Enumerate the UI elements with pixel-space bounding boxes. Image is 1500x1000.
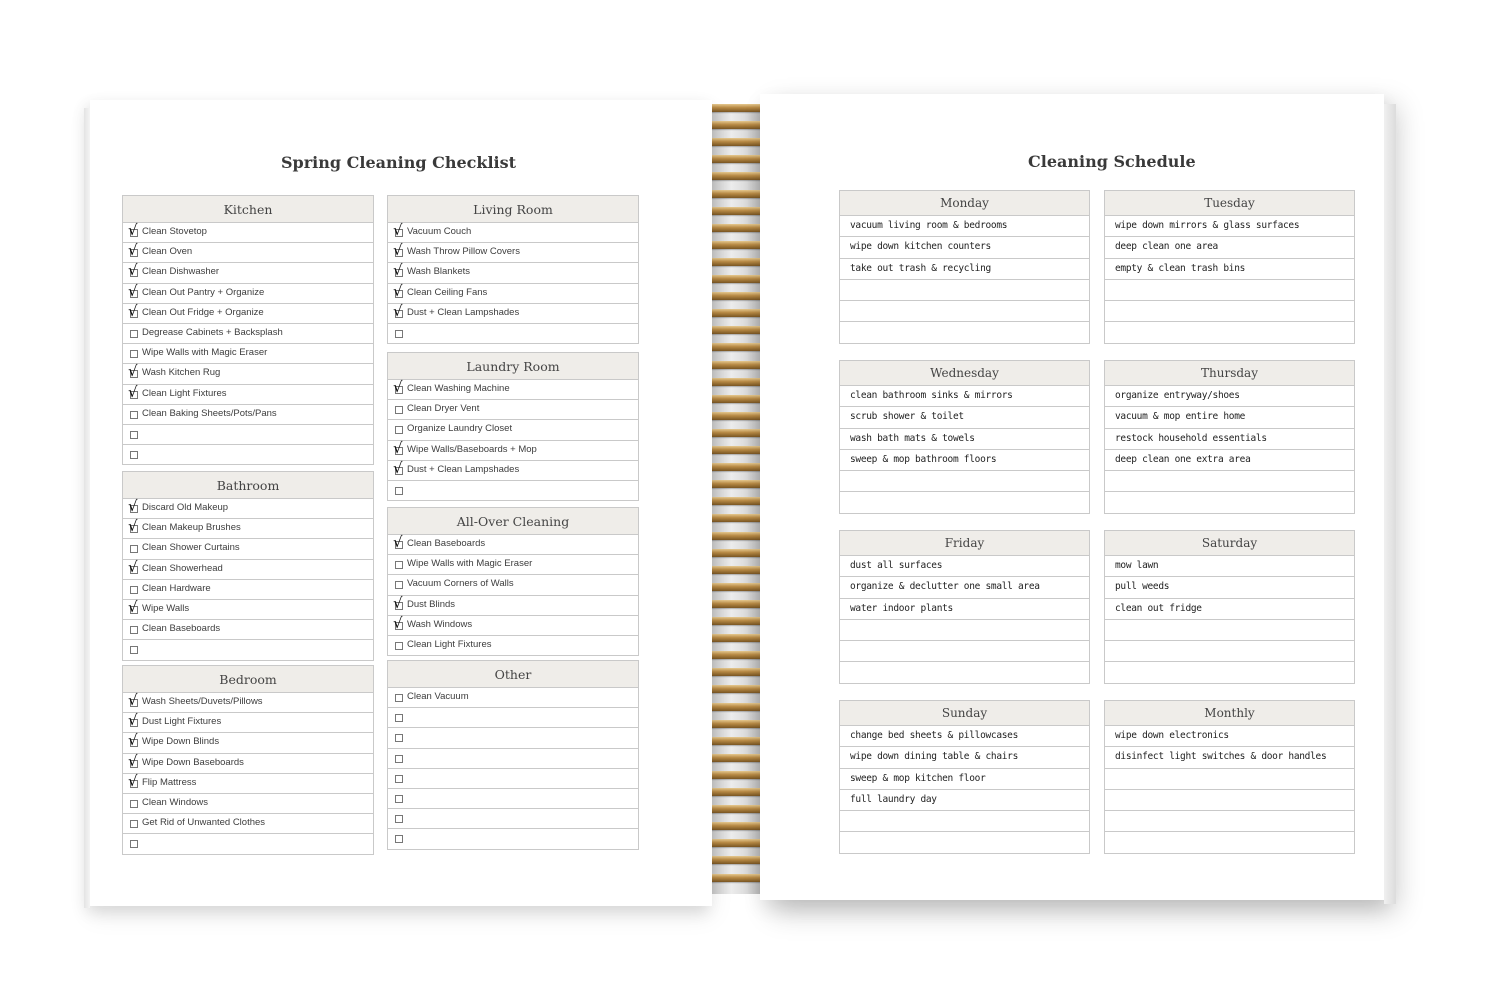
checkbox[interactable] [395, 694, 403, 702]
item-label: Wipe Walls [142, 602, 190, 614]
check-mark-icon: √ [393, 593, 403, 612]
item-label: Dust Blinds [407, 598, 456, 610]
task-row [840, 280, 1089, 301]
task-row [840, 429, 1089, 450]
item-label: Clean Washing Machine [407, 383, 510, 394]
day-heading: Wednesday [840, 361, 1089, 386]
task-row [1105, 726, 1354, 747]
checklist-item [123, 733, 373, 753]
checklist-item [388, 575, 638, 595]
check-mark-icon: √ [128, 497, 138, 515]
checklist-item [123, 814, 373, 834]
wednesday-box [839, 360, 1090, 514]
task-text: scrub shower & toilet [850, 411, 964, 423]
checklist-item [388, 593, 638, 616]
section-heading: Other [388, 661, 638, 688]
item-label: Wipe Down Baseboards [142, 756, 244, 768]
task-text: deep clean one area [1115, 241, 1218, 253]
check-mark-icon: √ [393, 221, 403, 239]
task-row [840, 492, 1089, 512]
checklist-item [388, 769, 638, 789]
checkbox[interactable] [130, 330, 138, 338]
task-row [1105, 280, 1354, 301]
checklist-item [123, 794, 373, 814]
task-row [1105, 301, 1354, 322]
task-text: clean bathroom sinks & mirrors [850, 390, 1013, 401]
checklist-item [388, 555, 638, 575]
checkbox[interactable] [130, 411, 138, 419]
monthly-box [1104, 700, 1355, 854]
checkbox[interactable] [395, 581, 403, 589]
check-mark-icon: √ [393, 378, 403, 396]
task-row [840, 216, 1089, 237]
section-heading: Living Room [388, 196, 638, 223]
day-heading: Monday [840, 191, 1089, 216]
checklist-item [388, 688, 638, 708]
task-row [840, 599, 1089, 620]
task-text: deep clean one extra area [1115, 453, 1251, 465]
task-row [1105, 386, 1354, 407]
task-text: full laundry day [850, 793, 937, 805]
task-text: wipe down mirrors & glass surfaces [1115, 220, 1300, 231]
checkbox[interactable] [130, 840, 138, 848]
item-label: Organize Laundry Closet [407, 423, 513, 435]
task-text: wipe down electronics [1115, 730, 1229, 741]
task-row [840, 237, 1089, 258]
sunday-box [839, 700, 1090, 854]
checklist-item [123, 597, 373, 620]
item-label: Discard Old Makeup [142, 502, 229, 513]
check-mark-icon: √ [128, 362, 138, 381]
laundry-room-section [387, 352, 639, 501]
task-row [1105, 747, 1354, 768]
check-mark-icon: √ [393, 533, 403, 551]
section-heading: Bedroom [123, 666, 373, 693]
left-page [90, 100, 712, 906]
task-row [1105, 769, 1354, 790]
checklist-item [388, 535, 638, 555]
checkbox[interactable] [395, 815, 403, 823]
checkbox[interactable] [130, 431, 138, 439]
checkbox[interactable] [395, 561, 403, 569]
checklist-item [388, 324, 638, 343]
task-text: dust all surfaces [850, 560, 943, 571]
check-mark-icon: √ [128, 557, 138, 576]
task-row [1105, 790, 1354, 811]
section-heading: All-Over Cleaning [388, 508, 638, 535]
task-text: empty & clean trash bins [1115, 262, 1246, 274]
item-label: Wipe Down Blinds [142, 736, 220, 748]
checklist-item [123, 771, 373, 794]
task-text: wipe down dining table & chairs [850, 751, 1019, 763]
right-page [760, 94, 1384, 900]
task-text: organize & declutter one small area [850, 581, 1040, 593]
item-label: Clean Light Fixtures [142, 387, 227, 399]
section-heading: Bathroom [123, 472, 373, 499]
checklist-item [388, 829, 638, 848]
task-text: sweep & mop kitchen floor [850, 772, 986, 784]
checklist-item [123, 223, 373, 243]
all-over-cleaning-section [387, 507, 639, 656]
item-label: Dust + Clean Lampshades [407, 463, 520, 475]
item-label: Clean Dishwasher [142, 266, 220, 278]
checklist-item [388, 636, 638, 655]
bathroom-section [122, 471, 374, 661]
checklist-item [388, 380, 638, 400]
check-mark-icon: √ [128, 301, 138, 320]
checklist-item [388, 420, 638, 440]
monday-box [839, 190, 1090, 344]
item-label: Clean Stovetop [142, 226, 207, 237]
task-text: organize entryway/shoes [1115, 390, 1240, 401]
task-row [840, 620, 1089, 641]
task-text: clean out fridge [1115, 602, 1202, 614]
task-text: restock household essentials [1115, 432, 1267, 444]
checklist-item [123, 580, 373, 600]
checkbox[interactable] [395, 406, 403, 414]
task-text: take out trash & recycling [850, 262, 991, 274]
check-mark-icon: √ [128, 241, 138, 260]
task-text: disinfect light switches & door handles [1115, 751, 1327, 763]
item-label: Wipe Walls/Baseboards + Mop [407, 443, 537, 455]
item-label: Clean Showerhead [142, 562, 223, 574]
item-label: Dust + Clean Lampshades [407, 306, 520, 318]
task-row [1105, 811, 1354, 832]
checkbox[interactable] [130, 626, 138, 634]
checklist-item [123, 713, 373, 733]
checklist-item [123, 693, 373, 713]
checkbox[interactable] [395, 426, 403, 434]
kitchen-section [122, 195, 374, 465]
item-label: Clean Baseboards [142, 623, 221, 635]
task-text: wipe down kitchen counters [850, 241, 991, 253]
task-row [840, 407, 1089, 428]
checklist-item [123, 620, 373, 640]
task-row [840, 386, 1089, 407]
checkbox[interactable] [395, 734, 403, 742]
check-mark-icon: √ [128, 517, 138, 536]
checklist-item [388, 749, 638, 769]
checkbox[interactable] [130, 800, 138, 808]
check-mark-icon: √ [128, 382, 138, 401]
item-label: Vacuum Corners of Walls [407, 578, 514, 590]
task-row [1105, 662, 1354, 682]
task-row [840, 832, 1089, 852]
tuesday-box [1104, 190, 1355, 344]
task-row [1105, 322, 1354, 342]
checklist-item [123, 324, 373, 344]
item-label: Vacuum Couch [407, 226, 472, 237]
item-label: Clean Oven [142, 246, 193, 258]
checklist-item [123, 425, 373, 445]
checklist-item [388, 809, 638, 829]
checkbox[interactable] [395, 714, 403, 722]
task-row [1105, 429, 1354, 450]
item-label: Clean Windows [142, 796, 208, 808]
checklist-title: Spring Cleaning Checklist [281, 153, 517, 172]
checklist-item [123, 445, 373, 464]
day-heading: Saturday [1105, 531, 1354, 556]
check-mark-icon: √ [393, 301, 403, 320]
task-row [840, 726, 1089, 747]
task-text: wash bath mats & towels [850, 432, 975, 444]
task-row [1105, 407, 1354, 428]
item-label: Wipe Walls with Magic Eraser [407, 558, 533, 570]
day-heading: Sunday [840, 701, 1089, 726]
check-mark-icon: √ [393, 261, 403, 280]
task-row [840, 577, 1089, 598]
item-label: Wash Kitchen Rug [142, 367, 221, 379]
check-mark-icon: √ [128, 221, 138, 239]
task-row [1105, 237, 1354, 258]
checklist-item [123, 519, 373, 539]
checklist-item [123, 301, 373, 324]
checklist-item [123, 751, 373, 774]
checkbox[interactable] [395, 487, 403, 495]
checkbox[interactable] [395, 755, 403, 763]
checklist-item [123, 405, 373, 425]
task-row [1105, 492, 1354, 512]
task-text: mow lawn [1115, 560, 1159, 571]
friday-box [839, 530, 1090, 684]
task-row [840, 747, 1089, 768]
checkbox[interactable] [395, 330, 403, 338]
item-label: Clean Light Fixtures [407, 638, 492, 650]
task-text: sweep & mop bathroom floors [850, 453, 997, 465]
checkbox[interactable] [130, 820, 138, 828]
check-mark-icon: √ [128, 261, 138, 280]
item-label: Wash Throw Pillow Covers [407, 246, 520, 258]
checkbox[interactable] [130, 451, 138, 459]
item-label: Clean Out Pantry + Organize [142, 286, 265, 298]
check-mark-icon: √ [128, 711, 138, 730]
task-row [840, 259, 1089, 280]
checklist-item [388, 789, 638, 809]
item-label: Wipe Walls with Magic Eraser [142, 347, 268, 359]
task-row [1105, 471, 1354, 492]
task-row [1105, 641, 1354, 662]
day-heading: Monthly [1105, 701, 1354, 726]
check-mark-icon: √ [393, 241, 403, 260]
check-mark-icon: √ [128, 771, 138, 790]
check-mark-icon: √ [393, 281, 403, 300]
task-text: vacuum & mop entire home [1115, 411, 1246, 423]
task-row [840, 450, 1089, 471]
day-heading: Tuesday [1105, 191, 1354, 216]
checkbox[interactable] [130, 646, 138, 654]
checklist-item [123, 834, 373, 853]
task-row [840, 556, 1089, 577]
checklist-item [388, 301, 638, 324]
item-label: Flip Mattress [142, 776, 197, 788]
task-row [1105, 599, 1354, 620]
check-mark-icon: √ [128, 731, 138, 750]
checklist-item [123, 344, 373, 364]
other-section [387, 660, 639, 850]
item-label: Wash Sheets/Duvets/Pillows [142, 696, 263, 707]
checklist-item [388, 708, 638, 728]
checkbox[interactable] [130, 586, 138, 594]
check-mark-icon: √ [128, 281, 138, 300]
task-row [1105, 556, 1354, 577]
item-label: Clean Dryer Vent [407, 403, 480, 415]
check-mark-icon: √ [128, 691, 138, 709]
checklist-item [123, 499, 373, 519]
task-row [840, 471, 1089, 492]
item-label: Clean Ceiling Fans [407, 286, 488, 298]
item-label: Clean Baking Sheets/Pots/Pans [142, 407, 277, 419]
checklist-item [388, 728, 638, 748]
task-row [840, 790, 1089, 811]
checklist-item [388, 223, 638, 243]
check-mark-icon: √ [393, 613, 403, 632]
checkbox[interactable] [395, 795, 403, 803]
task-row [1105, 832, 1354, 852]
item-label: Clean Shower Curtains [142, 542, 240, 554]
checkbox[interactable] [130, 545, 138, 553]
checklist-item [123, 557, 373, 580]
checklist-item [388, 458, 638, 481]
task-row [1105, 216, 1354, 237]
task-row [1105, 620, 1354, 641]
check-mark-icon: √ [128, 751, 138, 770]
item-label: Clean Makeup Brushes [142, 522, 241, 534]
task-text: vacuum living room & bedrooms [850, 220, 1008, 231]
checklist-item [388, 263, 638, 283]
checklist-item [123, 364, 373, 384]
day-heading: Friday [840, 531, 1089, 556]
bedroom-section [122, 665, 374, 855]
item-label: Clean Out Fridge + Organize [142, 306, 264, 318]
item-label: Degrease Cabinets + Backsplash [142, 326, 283, 338]
day-heading: Thursday [1105, 361, 1354, 386]
checklist-item [123, 382, 373, 405]
checklist-item [388, 243, 638, 263]
schedule-title: Cleaning Schedule [1028, 152, 1196, 171]
item-label: Get Rid of Unwanted Clothes [142, 817, 266, 829]
living-room-section [387, 195, 639, 344]
checkbox[interactable] [395, 642, 403, 650]
checklist-item [123, 243, 373, 263]
thursday-box [1104, 360, 1355, 514]
task-row [840, 641, 1089, 662]
task-text: water indoor plants [850, 602, 953, 614]
checklist-item [123, 281, 373, 304]
check-mark-icon: √ [393, 458, 403, 477]
task-text: change bed sheets & pillowcases [850, 730, 1019, 741]
item-label: Clean Vacuum [407, 691, 469, 702]
checklist-item [123, 263, 373, 283]
section-heading: Kitchen [123, 196, 373, 223]
task-row [840, 301, 1089, 322]
saturday-box [1104, 530, 1355, 684]
checkbox[interactable] [395, 835, 403, 843]
item-label: Wash Blankets [407, 266, 471, 278]
task-row [1105, 450, 1354, 471]
task-row [840, 811, 1089, 832]
item-label: Wash Windows [407, 618, 473, 630]
checklist-item [388, 438, 638, 461]
task-row [840, 662, 1089, 682]
task-row [1105, 577, 1354, 598]
item-label: Clean Baseboards [407, 538, 486, 549]
checkbox[interactable] [130, 350, 138, 358]
task-text: pull weeds [1115, 581, 1170, 593]
section-heading: Laundry Room [388, 353, 638, 380]
checklist-item [388, 281, 638, 304]
checkbox[interactable] [395, 775, 403, 783]
task-row [840, 322, 1089, 342]
task-row [1105, 259, 1354, 280]
checklist-item [123, 640, 373, 659]
checklist-item [388, 481, 638, 500]
checklist-item [388, 400, 638, 420]
check-mark-icon: √ [393, 438, 403, 457]
checklist-item [123, 539, 373, 559]
item-label: Clean Hardware [142, 582, 211, 594]
task-row [840, 769, 1089, 790]
check-mark-icon: √ [128, 597, 138, 616]
item-label: Dust Light Fixtures [142, 716, 222, 728]
checklist-item [388, 613, 638, 636]
